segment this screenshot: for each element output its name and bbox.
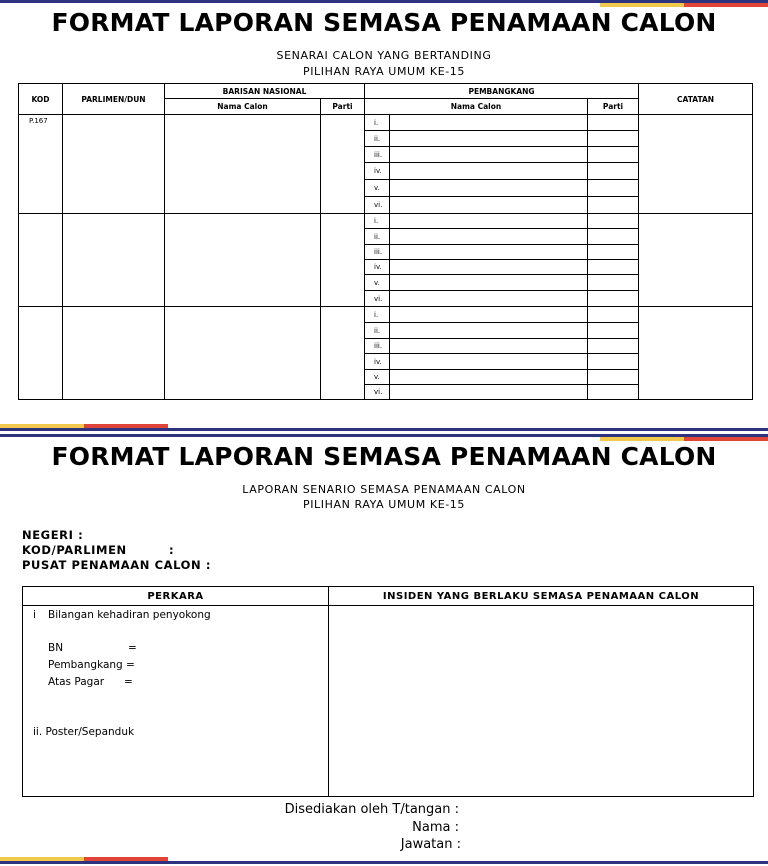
row-numeral: i. <box>365 115 390 131</box>
parlimen-cell[interactable] <box>63 307 165 400</box>
header-perkara: PERKARA <box>23 587 329 606</box>
prepared-by-label: Disediakan oleh T/tangan : <box>284 802 459 817</box>
opp-name-cell[interactable] <box>390 291 588 307</box>
item-1-number: i <box>33 609 36 621</box>
opp-party-cell[interactable] <box>588 291 639 307</box>
header-pb-nama: Nama Calon <box>365 99 588 115</box>
bn-name-cell[interactable] <box>165 115 321 214</box>
row-numeral: iv. <box>365 260 390 275</box>
header-parlimen: PARLIMEN/DUN <box>63 84 165 115</box>
row-numeral: vi. <box>365 291 390 307</box>
pusat-label: PUSAT PENAMAAN CALON : <box>22 558 212 572</box>
row-numeral: v. <box>365 275 390 291</box>
row-numeral: iii. <box>365 245 390 260</box>
row-numeral: v. <box>365 370 390 385</box>
opp-name-cell[interactable] <box>390 275 588 291</box>
opp-party-cell[interactable] <box>588 245 639 260</box>
incident-table <box>22 586 754 797</box>
item-1-text: Bilangan kehadiran penyokong <box>48 609 211 621</box>
opp-name-cell[interactable] <box>390 147 588 163</box>
parlimen-cell[interactable] <box>63 214 165 307</box>
bn-count-equals: = <box>128 642 137 654</box>
opp-party-cell[interactable] <box>588 275 639 291</box>
header-kod: KOD <box>19 84 63 115</box>
row-numeral: iv. <box>365 354 390 370</box>
opp-name-cell[interactable] <box>390 131 588 147</box>
header-bn-nama: Nama Calon <box>165 99 321 115</box>
header-catatan: CATATAN <box>639 84 753 115</box>
top-stripe <box>0 0 768 7</box>
bn-party-cell[interactable] <box>321 307 365 400</box>
row-numeral: iii. <box>365 147 390 163</box>
opp-name-cell[interactable] <box>390 214 588 229</box>
parlimen-cell[interactable] <box>63 115 165 214</box>
opp-name-cell[interactable] <box>390 260 588 275</box>
form1-subtitle-1: SENARAI CALON YANG BERTANDING <box>276 49 492 62</box>
opp-party-cell[interactable] <box>588 354 639 370</box>
pembangkang-count-label: Pembangkang = <box>48 659 135 671</box>
candidate-table <box>18 83 753 400</box>
opp-party-cell[interactable] <box>588 115 639 131</box>
opp-name-cell[interactable] <box>390 245 588 260</box>
form2-subtitle-2: PILIHAN RAYA UMUM KE-15 <box>302 498 466 511</box>
divider-stripe-1 <box>0 424 768 431</box>
row-numeral: iii. <box>365 339 390 354</box>
opp-name-cell[interactable] <box>390 323 588 339</box>
catatan-cell[interactable] <box>639 214 753 307</box>
divider-stripe-2 <box>0 434 768 441</box>
name-label: Nama : <box>412 820 459 835</box>
bn-count-label: BN <box>48 642 64 654</box>
kod-cell[interactable]: P.167 <box>19 115 63 214</box>
atas-pagar-equals: = <box>124 676 133 688</box>
bottom-stripe <box>0 857 768 864</box>
catatan-cell[interactable] <box>639 115 753 214</box>
header-pembangkang: PEMBANGKANG <box>365 84 639 99</box>
form1-subtitle-2: PILIHAN RAYA UMUM KE-15 <box>302 65 466 78</box>
row-numeral: iv. <box>365 163 390 180</box>
header-bn: BARISAN NASIONAL <box>165 84 365 99</box>
opp-party-cell[interactable] <box>588 385 639 400</box>
form1-title: FORMAT LAPORAN SEMASA PENAMAAN CALON <box>51 8 717 37</box>
row-numeral: ii. <box>365 131 390 147</box>
opp-name-cell[interactable] <box>390 180 588 197</box>
opp-party-cell[interactable] <box>588 229 639 245</box>
row-numeral: i. <box>365 214 390 229</box>
opp-name-cell[interactable] <box>390 354 588 370</box>
perkara-cell[interactable] <box>23 606 329 797</box>
kod-parlimen-colon: : <box>169 543 175 557</box>
row-numeral: ii. <box>365 323 390 339</box>
bn-party-cell[interactable] <box>321 115 365 214</box>
opp-party-cell[interactable] <box>588 131 639 147</box>
opp-name-cell[interactable] <box>390 339 588 354</box>
opp-name-cell[interactable] <box>390 197 588 214</box>
item-2-text: ii. Poster/Sepanduk <box>33 726 135 738</box>
kod-cell[interactable] <box>19 307 63 400</box>
opp-name-cell[interactable] <box>390 229 588 245</box>
opp-name-cell[interactable] <box>390 163 588 180</box>
opp-party-cell[interactable] <box>588 370 639 385</box>
catatan-cell[interactable] <box>639 307 753 400</box>
row-numeral: i. <box>365 307 390 323</box>
opp-party-cell[interactable] <box>588 180 639 197</box>
row-numeral: v. <box>365 180 390 197</box>
header-bn-parti: Parti <box>321 99 365 115</box>
form2-subtitle-1: LAPORAN SENARIO SEMASA PENAMAAN CALON <box>242 483 526 496</box>
opp-party-cell[interactable] <box>588 147 639 163</box>
header-insiden: INSIDEN YANG BERLAKU SEMASA PENAMAAN CALON <box>329 587 754 606</box>
position-label: Jawatan : <box>400 837 461 852</box>
opp-name-cell[interactable] <box>390 307 588 323</box>
bn-name-cell[interactable] <box>165 214 321 307</box>
opp-party-cell[interactable] <box>588 214 639 229</box>
opp-party-cell[interactable] <box>588 323 639 339</box>
opp-name-cell[interactable] <box>390 385 588 400</box>
header-pb-parti: Parti <box>588 99 639 115</box>
row-numeral: ii. <box>365 229 390 245</box>
opp-name-cell[interactable] <box>390 115 588 131</box>
insiden-cell[interactable] <box>329 606 754 797</box>
row-numeral: vi. <box>365 197 390 214</box>
opp-party-cell[interactable] <box>588 307 639 323</box>
opp-party-cell[interactable] <box>588 260 639 275</box>
negeri-label: NEGERI : <box>22 528 84 542</box>
opp-party-cell[interactable] <box>588 163 639 180</box>
opp-party-cell[interactable] <box>588 197 639 214</box>
atas-pagar-label: Atas Pagar <box>48 676 105 688</box>
opp-party-cell[interactable] <box>588 339 639 354</box>
form2-title: FORMAT LAPORAN SEMASA PENAMAAN CALON <box>51 442 717 471</box>
bn-party-cell[interactable] <box>321 214 365 307</box>
bn-name-cell[interactable] <box>165 307 321 400</box>
opp-name-cell[interactable] <box>390 370 588 385</box>
kod-cell[interactable] <box>19 214 63 307</box>
row-numeral: vi. <box>365 385 390 400</box>
kod-parlimen-label: KOD/PARLIMEN <box>22 543 127 557</box>
